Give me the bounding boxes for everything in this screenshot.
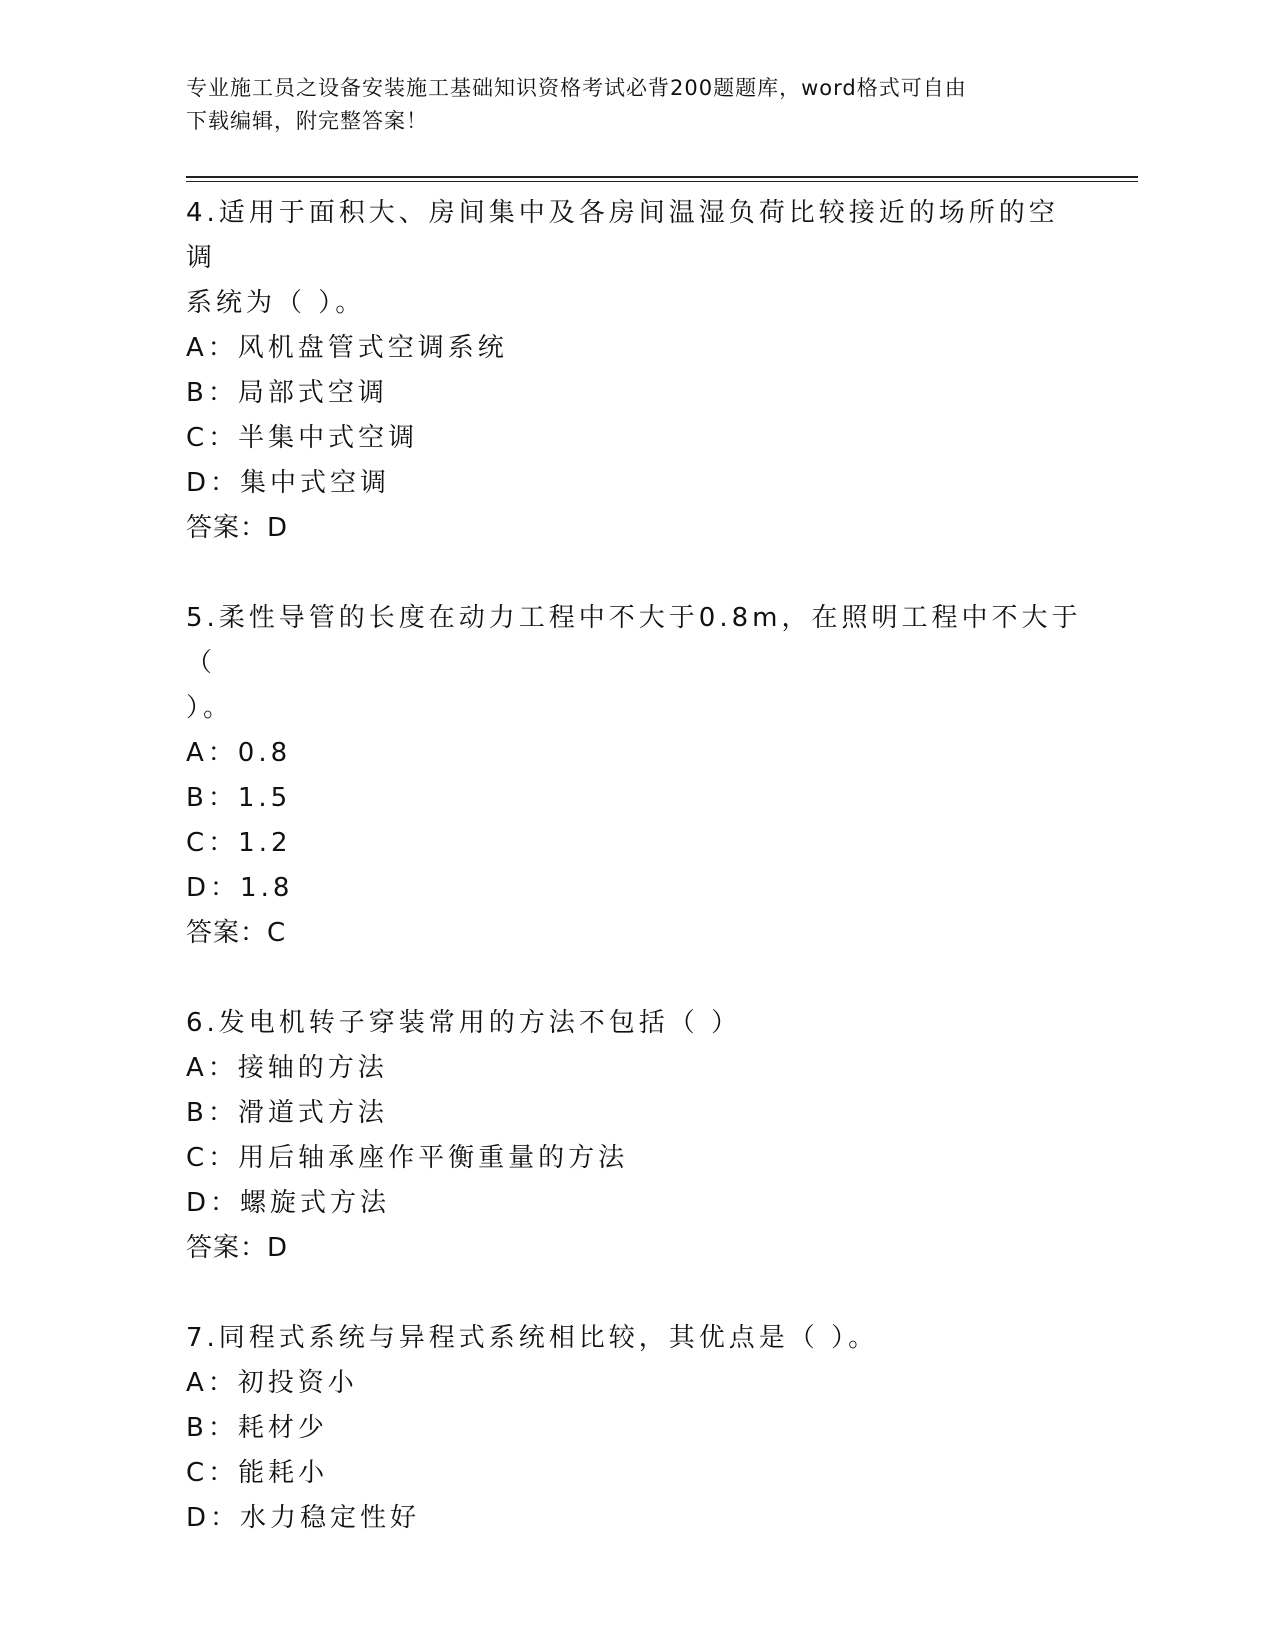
- option-b: B：1.5: [186, 783, 292, 813]
- header-divider-thick: [186, 176, 1138, 178]
- option-a: A：初投资小: [186, 1368, 358, 1398]
- question-stem: 4.适用于面积大、房间集中及各房间温湿负荷比较接近的场所的空调: [186, 198, 1059, 273]
- option-b: B：滑道式方法: [186, 1098, 388, 1128]
- header-line-1: 专业施工员之设备安装施工基础知识资格考试必背200题题库，word格式可自由: [186, 76, 967, 100]
- option-d: D：螺旋式方法: [186, 1188, 391, 1218]
- question-stem: 7.同程式系统与异程式系统相比较，其优点是（ ）。: [186, 1323, 879, 1353]
- option-c: C：能耗小: [186, 1458, 329, 1488]
- answer: 答案：D: [186, 1233, 289, 1263]
- question-stem: 6.发电机转子穿装常用的方法不包括（ ）: [186, 1008, 742, 1038]
- document-header: [186, 72, 1066, 138]
- option-b: B：局部式空调: [186, 378, 388, 408]
- option-d: D：集中式空调: [186, 468, 391, 498]
- option-a: A：接轴的方法: [186, 1053, 388, 1083]
- answer: 答案：D: [186, 513, 289, 543]
- header-line-2: 下载编辑，附完整答案！: [186, 109, 428, 133]
- question-5: [186, 596, 1086, 956]
- option-c: C：1.2: [186, 828, 292, 858]
- question-4: [186, 191, 1086, 551]
- question-stem-continued: 系统为（ ）。: [186, 288, 366, 318]
- option-a: A：0.8: [186, 738, 292, 768]
- option-a: A：风机盘管式空调系统: [186, 333, 508, 363]
- question-7: [186, 1316, 1086, 1541]
- option-c: C：半集中式空调: [186, 423, 419, 453]
- option-d: D：1.8: [186, 873, 294, 903]
- question-6: [186, 1001, 1086, 1271]
- question-list: [186, 191, 1086, 1586]
- answer: 答案：C: [186, 918, 287, 948]
- option-c: C：用后轴承座作平衡重量的方法: [186, 1143, 629, 1173]
- question-stem: 5.柔性导管的长度在动力工程中不大于0.8m，在照明工程中不大于（: [186, 603, 1082, 678]
- header-divider-thin: [186, 181, 1138, 182]
- option-b: B：耗材少: [186, 1413, 328, 1443]
- question-stem-continued: ）。: [186, 693, 234, 723]
- option-d: D：水力稳定性好: [186, 1503, 421, 1533]
